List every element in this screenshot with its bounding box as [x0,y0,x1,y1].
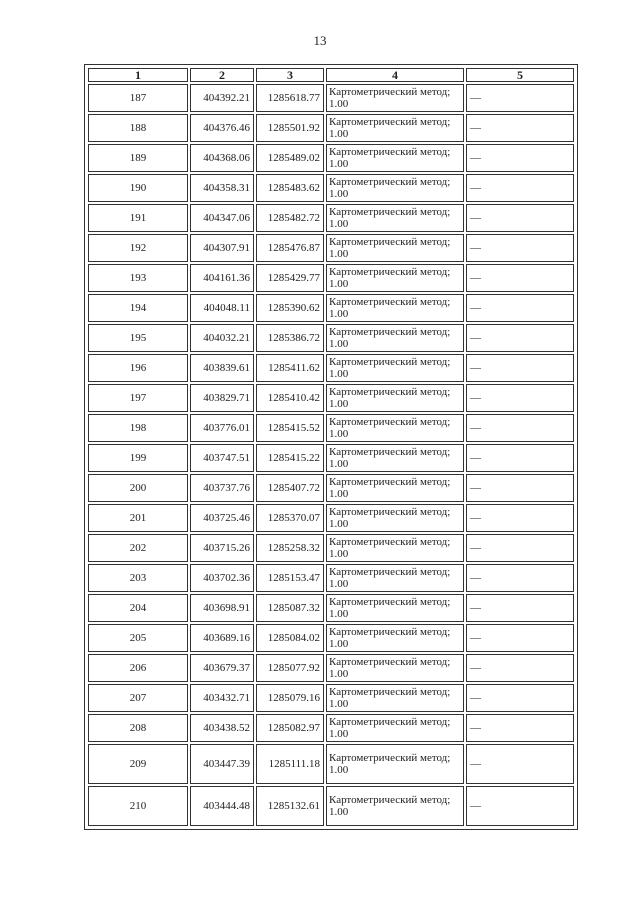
note-cell: — [466,474,574,502]
method-cell: Картометрический метод; 1.00 [326,174,464,202]
x-coordinate-cell: 404358.31 [190,174,254,202]
table-row [88,714,574,742]
method-cell: Картометрический метод; 1.00 [326,144,464,172]
y-coordinate-cell: 1285153.47 [256,564,324,592]
method-cell: Картометрический метод; 1.00 [326,684,464,712]
table-row [88,84,574,112]
note-cell: — [466,294,574,322]
column-header: 2 [190,68,254,82]
method-cell: Картометрический метод; 1.00 [326,504,464,532]
note-cell: — [466,444,574,472]
x-coordinate-cell: 403698.91 [190,594,254,622]
point-number-cell: 205 [88,624,188,652]
note-cell: — [466,654,574,682]
column-header: 4 [326,68,464,82]
x-coordinate-cell: 403438.52 [190,714,254,742]
y-coordinate-cell: 1285410.42 [256,384,324,412]
table-row [88,264,574,292]
table-body [88,84,574,826]
method-cell: Картометрический метод; 1.00 [326,744,464,784]
method-cell: Картометрический метод; 1.00 [326,84,464,112]
y-coordinate-cell: 1285489.02 [256,144,324,172]
point-number-cell: 195 [88,324,188,352]
note-cell: — [466,324,574,352]
point-number-cell: 206 [88,654,188,682]
point-number-cell: 190 [88,174,188,202]
method-cell: Картометрический метод; 1.00 [326,264,464,292]
page-number: 13 [313,33,327,48]
note-cell: — [466,714,574,742]
table-row [88,684,574,712]
y-coordinate-cell: 1285618.77 [256,84,324,112]
table-row [88,504,574,532]
y-coordinate-cell: 1285411.62 [256,354,324,382]
point-number-cell: 204 [88,594,188,622]
method-cell: Картометрический метод; 1.00 [326,714,464,742]
method-cell: Картометрический метод; 1.00 [326,324,464,352]
x-coordinate-cell: 404368.06 [190,144,254,172]
y-coordinate-cell: 1285084.02 [256,624,324,652]
point-number-cell: 201 [88,504,188,532]
column-header: 5 [466,68,574,82]
table-row [88,786,574,826]
point-number-cell: 209 [88,744,188,784]
x-coordinate-cell: 403737.76 [190,474,254,502]
method-cell: Картометрический метод; 1.00 [326,234,464,262]
table-row [88,234,574,262]
point-number-cell: 200 [88,474,188,502]
table-row [88,744,574,784]
y-coordinate-cell: 1285415.52 [256,414,324,442]
point-number-cell: 196 [88,354,188,382]
point-number-cell: 187 [88,84,188,112]
table-row [88,654,574,682]
y-coordinate-cell: 1285079.16 [256,684,324,712]
x-coordinate-cell: 403689.16 [190,624,254,652]
method-cell: Картометрический метод; 1.00 [326,384,464,412]
y-coordinate-cell: 1285390.62 [256,294,324,322]
x-coordinate-cell: 404392.21 [190,84,254,112]
method-cell: Картометрический метод; 1.00 [326,534,464,562]
table-header-row [88,68,574,82]
y-coordinate-cell: 1285077.92 [256,654,324,682]
table-row [88,474,574,502]
note-cell: — [466,564,574,592]
table-row [88,624,574,652]
method-cell: Картометрический метод; 1.00 [326,114,464,142]
point-number-cell: 188 [88,114,188,142]
table-row [88,204,574,232]
table-row [88,444,574,472]
point-number-cell: 194 [88,294,188,322]
x-coordinate-cell: 404376.46 [190,114,254,142]
point-number-cell: 202 [88,534,188,562]
note-cell: — [466,624,574,652]
note-cell: — [466,114,574,142]
note-cell: — [466,786,574,826]
note-cell: — [466,684,574,712]
y-coordinate-cell: 1285501.92 [256,114,324,142]
point-number-cell: 193 [88,264,188,292]
x-coordinate-cell: 403715.26 [190,534,254,562]
coordinates-table-frame [84,64,578,830]
note-cell: — [466,234,574,262]
note-cell: — [466,594,574,622]
coordinates-table [86,66,576,828]
table-row [88,534,574,562]
y-coordinate-cell: 1285370.07 [256,504,324,532]
y-coordinate-cell: 1285111.18 [256,744,324,784]
method-cell: Картометрический метод; 1.00 [326,594,464,622]
column-header: 3 [256,68,324,82]
table-row [88,354,574,382]
table-row [88,384,574,412]
table-row [88,324,574,352]
method-cell: Картометрический метод; 1.00 [326,564,464,592]
note-cell: — [466,174,574,202]
note-cell: — [466,504,574,532]
point-number-cell: 208 [88,714,188,742]
y-coordinate-cell: 1285082.97 [256,714,324,742]
method-cell: Картометрический метод; 1.00 [326,414,464,442]
note-cell: — [466,264,574,292]
note-cell: — [466,744,574,784]
x-coordinate-cell: 403679.37 [190,654,254,682]
x-coordinate-cell: 404347.06 [190,204,254,232]
y-coordinate-cell: 1285483.62 [256,174,324,202]
table-row [88,144,574,172]
y-coordinate-cell: 1285407.72 [256,474,324,502]
column-header: 1 [88,68,188,82]
point-number-cell: 189 [88,144,188,172]
point-number-cell: 191 [88,204,188,232]
y-coordinate-cell: 1285476.87 [256,234,324,262]
note-cell: — [466,534,574,562]
point-number-cell: 197 [88,384,188,412]
method-cell: Картометрический метод; 1.00 [326,624,464,652]
x-coordinate-cell: 403839.61 [190,354,254,382]
table-row [88,114,574,142]
method-cell: Картометрический метод; 1.00 [326,444,464,472]
point-number-cell: 207 [88,684,188,712]
x-coordinate-cell: 404161.36 [190,264,254,292]
x-coordinate-cell: 403829.71 [190,384,254,412]
y-coordinate-cell: 1285132.61 [256,786,324,826]
y-coordinate-cell: 1285482.72 [256,204,324,232]
method-cell: Картометрический метод; 1.00 [326,786,464,826]
y-coordinate-cell: 1285087.32 [256,594,324,622]
method-cell: Картометрический метод; 1.00 [326,294,464,322]
x-coordinate-cell: 404048.11 [190,294,254,322]
note-cell: — [466,144,574,172]
x-coordinate-cell: 403444.48 [190,786,254,826]
point-number-cell: 203 [88,564,188,592]
table-row [88,564,574,592]
x-coordinate-cell: 403447.39 [190,744,254,784]
point-number-cell: 210 [88,786,188,826]
x-coordinate-cell: 403702.36 [190,564,254,592]
table-row [88,414,574,442]
y-coordinate-cell: 1285258.32 [256,534,324,562]
table-row [88,294,574,322]
x-coordinate-cell: 403747.51 [190,444,254,472]
x-coordinate-cell: 403776.01 [190,414,254,442]
note-cell: — [466,354,574,382]
note-cell: — [466,414,574,442]
note-cell: — [466,84,574,112]
x-coordinate-cell: 403725.46 [190,504,254,532]
point-number-cell: 192 [88,234,188,262]
point-number-cell: 199 [88,444,188,472]
y-coordinate-cell: 1285429.77 [256,264,324,292]
method-cell: Картометрический метод; 1.00 [326,354,464,382]
note-cell: — [466,384,574,412]
point-number-cell: 198 [88,414,188,442]
x-coordinate-cell: 404032.21 [190,324,254,352]
y-coordinate-cell: 1285415.22 [256,444,324,472]
method-cell: Картометрический метод; 1.00 [326,654,464,682]
note-cell: — [466,204,574,232]
table-row [88,174,574,202]
x-coordinate-cell: 404307.91 [190,234,254,262]
method-cell: Картометрический метод; 1.00 [326,204,464,232]
x-coordinate-cell: 403432.71 [190,684,254,712]
y-coordinate-cell: 1285386.72 [256,324,324,352]
method-cell: Картометрический метод; 1.00 [326,474,464,502]
table-row [88,594,574,622]
